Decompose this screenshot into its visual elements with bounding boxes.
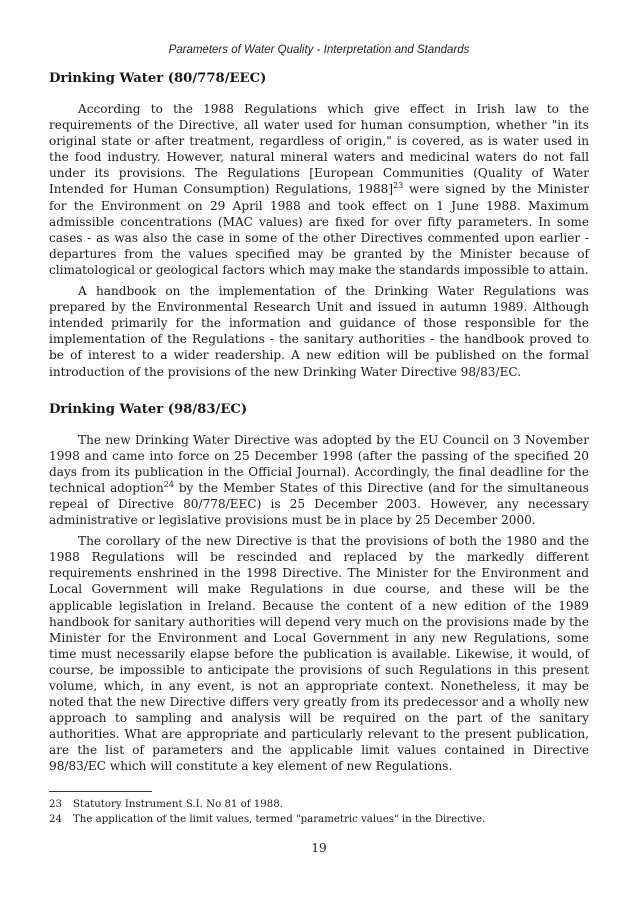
section-heading: Drinking Water (98/83/EC) bbox=[49, 401, 248, 417]
footnote-text: The application of the limit values, termed "parametric values" in the Directive. bbox=[73, 814, 486, 825]
paragraph-text: by the Member States of this Directive (and for the simultaneous repeal of Directive 80/778/EEC) is 25 December 2003. However, any necessary administrative or legislative provisions must be in place by 25 December 2000. bbox=[49, 480, 589, 528]
paragraph bbox=[49, 101, 589, 278]
section-drinking-water-80-778 bbox=[49, 71, 589, 380]
footnote-ref: 24 bbox=[163, 479, 174, 489]
running-header: Parameters of Water Quality - Interpretation and Standards bbox=[168, 44, 470, 56]
paragraph: The corollary of the new Directive is that the provisions of both the 1980 and the 1988 Regulations will be rescinded and replaced by the markedly different requirements enshrined in the 1998 Directive. The Minister for the Environment and Local Government will make Regulations in due course, and these will be the applicable legislation in Ireland. Because the content of a new edition of the 1989 handbook for sanitary authorities will depend very much on the provisions made by the Minister for the Environment and Local Government in any new Regulations, some time must necessarily elapse before the publication is available. Likewise, it would, of course, be impossible to anticipate the provisions of such Regulations in this present volume, which, in any event, is not an appropriate context. Nonetheless, it may be noted that the new Directive differs very greatly from its predecessor and a wholly new approach to sampling and analysis will be required on the part of the sanitary authorities. What are appropriate and particularly relevant to the present publication, are the list of parameters and the applicable limit values contained in Directive 98/83/EC which will constitute a key element of new Regulations. bbox=[49, 534, 589, 774]
paragraph: A handbook on the implementation of the Drinking Water Regulations was prepared by the Environmental Research Unit and issued in autumn 1989. Although intended primarily for the information and guidance of those responsible for the implementation of the Regulations - the sanitary authorities - the handbook proved to be of interest to a wider readership. A new edition will be published on the formal introduction of the provisions of the new Drinking Water Directive 98/83/EC. bbox=[49, 284, 589, 379]
footnote-number: 24 bbox=[49, 814, 62, 825]
page-body bbox=[49, 71, 589, 780]
footnote-divider bbox=[49, 791, 152, 792]
footnote-ref: 23 bbox=[393, 181, 404, 191]
section-drinking-water-98-83 bbox=[49, 402, 589, 775]
footnote bbox=[49, 812, 589, 827]
footnotes bbox=[49, 797, 589, 827]
footnote bbox=[49, 797, 589, 812]
footnote-number: 23 bbox=[49, 799, 62, 810]
section-heading: Drinking Water (80/778/EEC) bbox=[49, 71, 267, 86]
paragraph bbox=[49, 432, 589, 529]
paragraph-text: The new Drinking Water Directive was adopted by the EU Council on 3 November 1998 and came into force on 25 December 1998 (after the passing of the specified 20 days from its publication in the Official Journal). Accordingly, the final deadline for the technical adoption bbox=[49, 432, 589, 495]
paragraph-text: were signed by the Minister for the Environment on 29 April 1988 and took effect on 1 June 1988. Maximum admissible concentrations (MAC values) are fixed for over fifty parameters. In some cases - as was also the case in some of the other Directives commented upon earlier - departures from the values specified may be granted by the Minister because of climatological or geological factors which may make the standards impossible to attain. bbox=[49, 182, 589, 277]
paragraph-text: According to the 1988 Regulations which give effect in Irish law to the requirements of the Directive, all water used for human consumption, whether "in its original state or after treatment, regardless of origin," is covered, as is water used in the food industry. However, natural mineral waters and medicinal waters do not fall under its provisions. The Regulations [European Communities (Quality of Water Intended for Human Consumption) Regulations, 1988] bbox=[49, 102, 589, 197]
page-number: 19 bbox=[311, 841, 327, 855]
footnote-text: Statutory Instrument S.I. No 81 of 1988. bbox=[73, 799, 283, 810]
